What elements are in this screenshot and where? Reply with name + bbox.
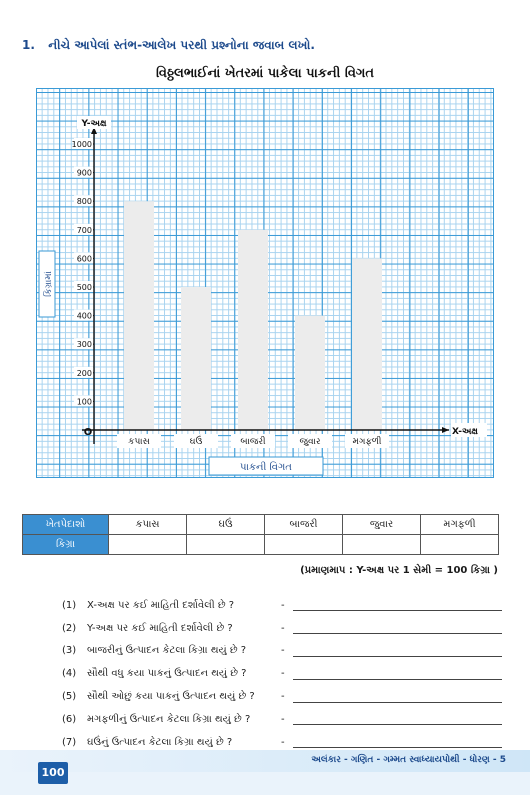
y-tick-label: 1000 [71, 140, 92, 149]
book-title: અલંકાર - ગણિત - ગમ્મત સ્વાધ્યાયપોથી - ધોરણ - 5 [311, 755, 506, 765]
answer-line[interactable] [293, 736, 502, 748]
table-row [23, 535, 499, 555]
question-num: (4) [62, 668, 77, 680]
y-tick-label: 900 [76, 168, 92, 178]
scale-note: (પ્રમાણમાપ : Y-અક્ષ પર 1 સેમી = 100 કિગ્રા ) [300, 565, 498, 576]
list-item [62, 662, 502, 685]
question-text: બાજરીનું ઉત્પાદન કેટલા કિગ્રા થયું છે ? [87, 645, 247, 657]
question-text: મગફળીનું ઉત્પાદન કેટલા કિગ્રા થયું છે ? [87, 713, 251, 725]
origin-label: O [83, 427, 93, 438]
list-item [62, 640, 502, 663]
x-axis-arrow [442, 427, 449, 433]
y-tick-label: 700 [76, 225, 92, 235]
question-num: (1) [62, 599, 77, 611]
graph-paper [36, 88, 494, 478]
answer-line[interactable] [293, 713, 502, 725]
x-tick-label: બાજરી [240, 437, 266, 447]
chart-bar [352, 258, 382, 430]
table-col-header: જુવાર [343, 515, 421, 535]
answer-dash: - [281, 599, 285, 611]
x-tick-label: ઘઉં [189, 437, 203, 447]
chart-bar [295, 316, 325, 430]
answer-line[interactable] [293, 691, 502, 703]
question-text: સૌથી વધુ કયા પાકનું ઉત્પાદન થયું છે ? [87, 668, 247, 680]
x-tick-label: મગફળી [352, 437, 382, 447]
chart-bar [124, 201, 154, 430]
list-item [62, 708, 502, 731]
question-num: (2) [62, 622, 77, 634]
question-text: નીચે આપેલાં સ્તંભ-આલેખ પરથી પ્રશ્નોના જવાબ લખો. [48, 38, 315, 52]
x-label: પાકની વિગત [240, 462, 292, 473]
y-tick-label: 600 [76, 254, 92, 264]
answer-dash: - [281, 668, 285, 680]
answer-line[interactable] [293, 668, 502, 680]
table-header-row [23, 515, 499, 535]
page-number: 100 [38, 762, 68, 784]
question-text: સૌથી ઓછું કયા પાકનું ઉત્પાદન થયું છે ? [87, 691, 255, 703]
y-tick-label: 100 [76, 397, 92, 407]
question-num: (6) [62, 713, 77, 725]
x-axis-name: X-અક્ષ [452, 427, 478, 437]
answer-line[interactable] [293, 645, 502, 657]
y-tick-label: 200 [76, 368, 92, 378]
question-heading [22, 38, 315, 53]
list-item [62, 594, 502, 617]
production-table [22, 514, 499, 555]
answer-dash: - [281, 713, 285, 725]
table-answer-cell[interactable] [187, 535, 265, 555]
table-col-header: કપાસ [109, 515, 187, 535]
answer-dash: - [281, 645, 285, 657]
chart-bar [238, 230, 268, 430]
table-answer-cell[interactable] [343, 535, 421, 555]
y-tick-label: 800 [76, 197, 92, 207]
table-row-label: કિગ્રા [23, 535, 109, 555]
list-item [62, 617, 502, 640]
y-tick-label: 300 [76, 340, 92, 350]
answer-line[interactable] [293, 622, 502, 634]
x-tick-label: કપાસ [128, 437, 150, 447]
question-num: (3) [62, 645, 77, 657]
bar-chart [37, 89, 495, 479]
y-axis-name: Y-અક્ષ [81, 119, 107, 129]
question-text: X-અક્ષ પર કઈ માહિતી દર્શાવેલી છે ? [87, 599, 235, 611]
y-tick-label: 500 [76, 283, 92, 292]
question-text: Y-અક્ષ પર કઈ માહિતી દર્શાવેલી છે ? [87, 622, 233, 634]
list-item [62, 685, 502, 708]
chart-bar [181, 287, 211, 430]
y-tick-label: 400 [76, 311, 92, 321]
table-col-header: બાજરી [265, 515, 343, 535]
table-answer-cell[interactable] [109, 535, 187, 555]
question-num: (5) [62, 691, 77, 703]
table-answer-cell[interactable] [421, 535, 499, 555]
question-number: 1. [22, 38, 35, 52]
question-list [62, 594, 502, 754]
question-num: (7) [62, 736, 77, 748]
answer-dash: - [281, 622, 285, 634]
chart-title: વિઠ્ઠલભાઈનાં ખેતરમાં પાકેલા પાકની વિગત [155, 66, 375, 81]
table-answer-cell[interactable] [265, 535, 343, 555]
question-text: ઘઉંનું ઉત્પાદન કેટલા કિગ્રા થયું છે ? [87, 736, 233, 748]
table-col-header: ઘઉં [187, 515, 265, 535]
x-tick-label: જુવાર [299, 437, 321, 447]
answer-dash: - [281, 691, 285, 703]
page-footer [0, 750, 530, 795]
answer-dash: - [281, 736, 285, 748]
table-header-label: ખેતપેદાશો [23, 515, 109, 535]
y-label: કિગ્રામાં [44, 271, 54, 297]
table-col-header: મગફળી [421, 515, 499, 535]
answer-line[interactable] [293, 599, 502, 611]
